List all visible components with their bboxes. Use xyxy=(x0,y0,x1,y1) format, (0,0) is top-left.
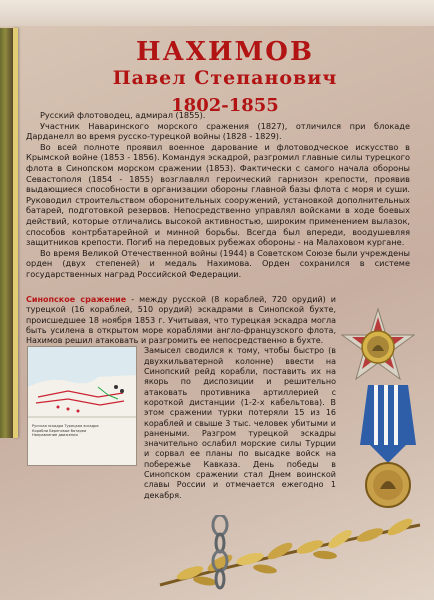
portrait-edge-image xyxy=(0,28,13,438)
header xyxy=(40,38,410,118)
surname-title: НАХИМОВ xyxy=(136,37,314,67)
sinop-battle-map xyxy=(27,346,137,466)
bio-paragraph-2: Участник Наваринского морского сражения (1827), отличился при блокаде Дарданелл во время русско-турецкой войны (1828 - 1829). xyxy=(26,120,410,142)
biography-text xyxy=(26,110,410,280)
bio-paragraph-3: Во всей полноте проявил военное дарование и флотоводческое искусство в Крымской войне (1853 - 1856). Командуя эскадрой, разгромил главные силы турецкого флота в Синопском морском сражении (1853). Фактически с самого начала обороны Севастополя (1854 - 1855) возглавлял героический гарнизон крепости, проявив выдающиеся способности в организации обороны главной базы флота с моря и суши. Руководил строительством оборонительных сооружений, установкой дополнительных батарей, подготовкой резервов. Непосредственно управлял войсками в ходе боевых действий, которые отличались высокой активностью, широким применением вылазок, способов контрбатарейной и минной борьбы. Всегда был впереди, воодушевляя защитников крепости. Погиб на передовых рубежах обороны - на Малаховом кургане. xyxy=(26,141,410,248)
map-legend-line: Корабли Береговые батареи xyxy=(32,428,87,433)
battle-title: Синопское сражение xyxy=(26,295,127,304)
top-margin xyxy=(0,0,434,26)
map-legend xyxy=(32,424,134,438)
life-years: 1802-1855 xyxy=(171,95,279,116)
map-legend-line: Русская эскадра Турецкая эскадра xyxy=(32,424,99,428)
nakhimov-order-icon xyxy=(338,307,418,387)
battle-map-drawing xyxy=(28,347,136,465)
portrait-frame xyxy=(13,28,18,438)
battle-continuation: Замысел сводился к тому, чтобы быстро (в двухкильватерной колонне) ввести на Синопский рейд корабли, поставить их на якорь по диспозиции и решительно атаковать противника артиллерией с короткой дистанции (1-2-х кабельтова). В этом сражении турки потеряли 15 из 16 кораблей и свыше 3 тыс. человек убитыми и ранеными. Разгром турецкой эскадры значительно ослабил морские силы Турции и сорвал ее планы по высадке войск на побережье Кавказа. День победы в Синопском сражении стал Днем воинской славы России и отмечается ежегодно 1 декабря. xyxy=(144,346,336,500)
bio-paragraph-4: Во время Великой Отечественной войны (1944) в Советском Союзе были учреждены орден (двух степеней) и медаль Нахимова. Орден сохранился в системе государственных наград Российской Федерации. xyxy=(26,247,410,279)
nakhimov-medal-icon xyxy=(360,385,416,515)
map-legend-line: Направление движения xyxy=(32,433,78,437)
bio-paragraph-1: Русский флотоводец, адмирал (1855). xyxy=(40,110,206,120)
anchor-chain-icon xyxy=(200,515,240,595)
battle-intro: - между русской (8 кораблей, 720 орудий) и турецкой (16 кораблей, 510 орудий) эскадрами в Синопской бухте, происшедшее 18 ноября 1853 г. Учитывая, что турецкая эскадра могла быть усилена в открытом море кораблями англо-французского флота, Нахимов решил атаковать и разгромить ее непосредственно в бухте. xyxy=(26,295,336,346)
laurel-branch-icon xyxy=(150,505,434,600)
name-patronymic: Павел Степанович xyxy=(112,67,338,89)
